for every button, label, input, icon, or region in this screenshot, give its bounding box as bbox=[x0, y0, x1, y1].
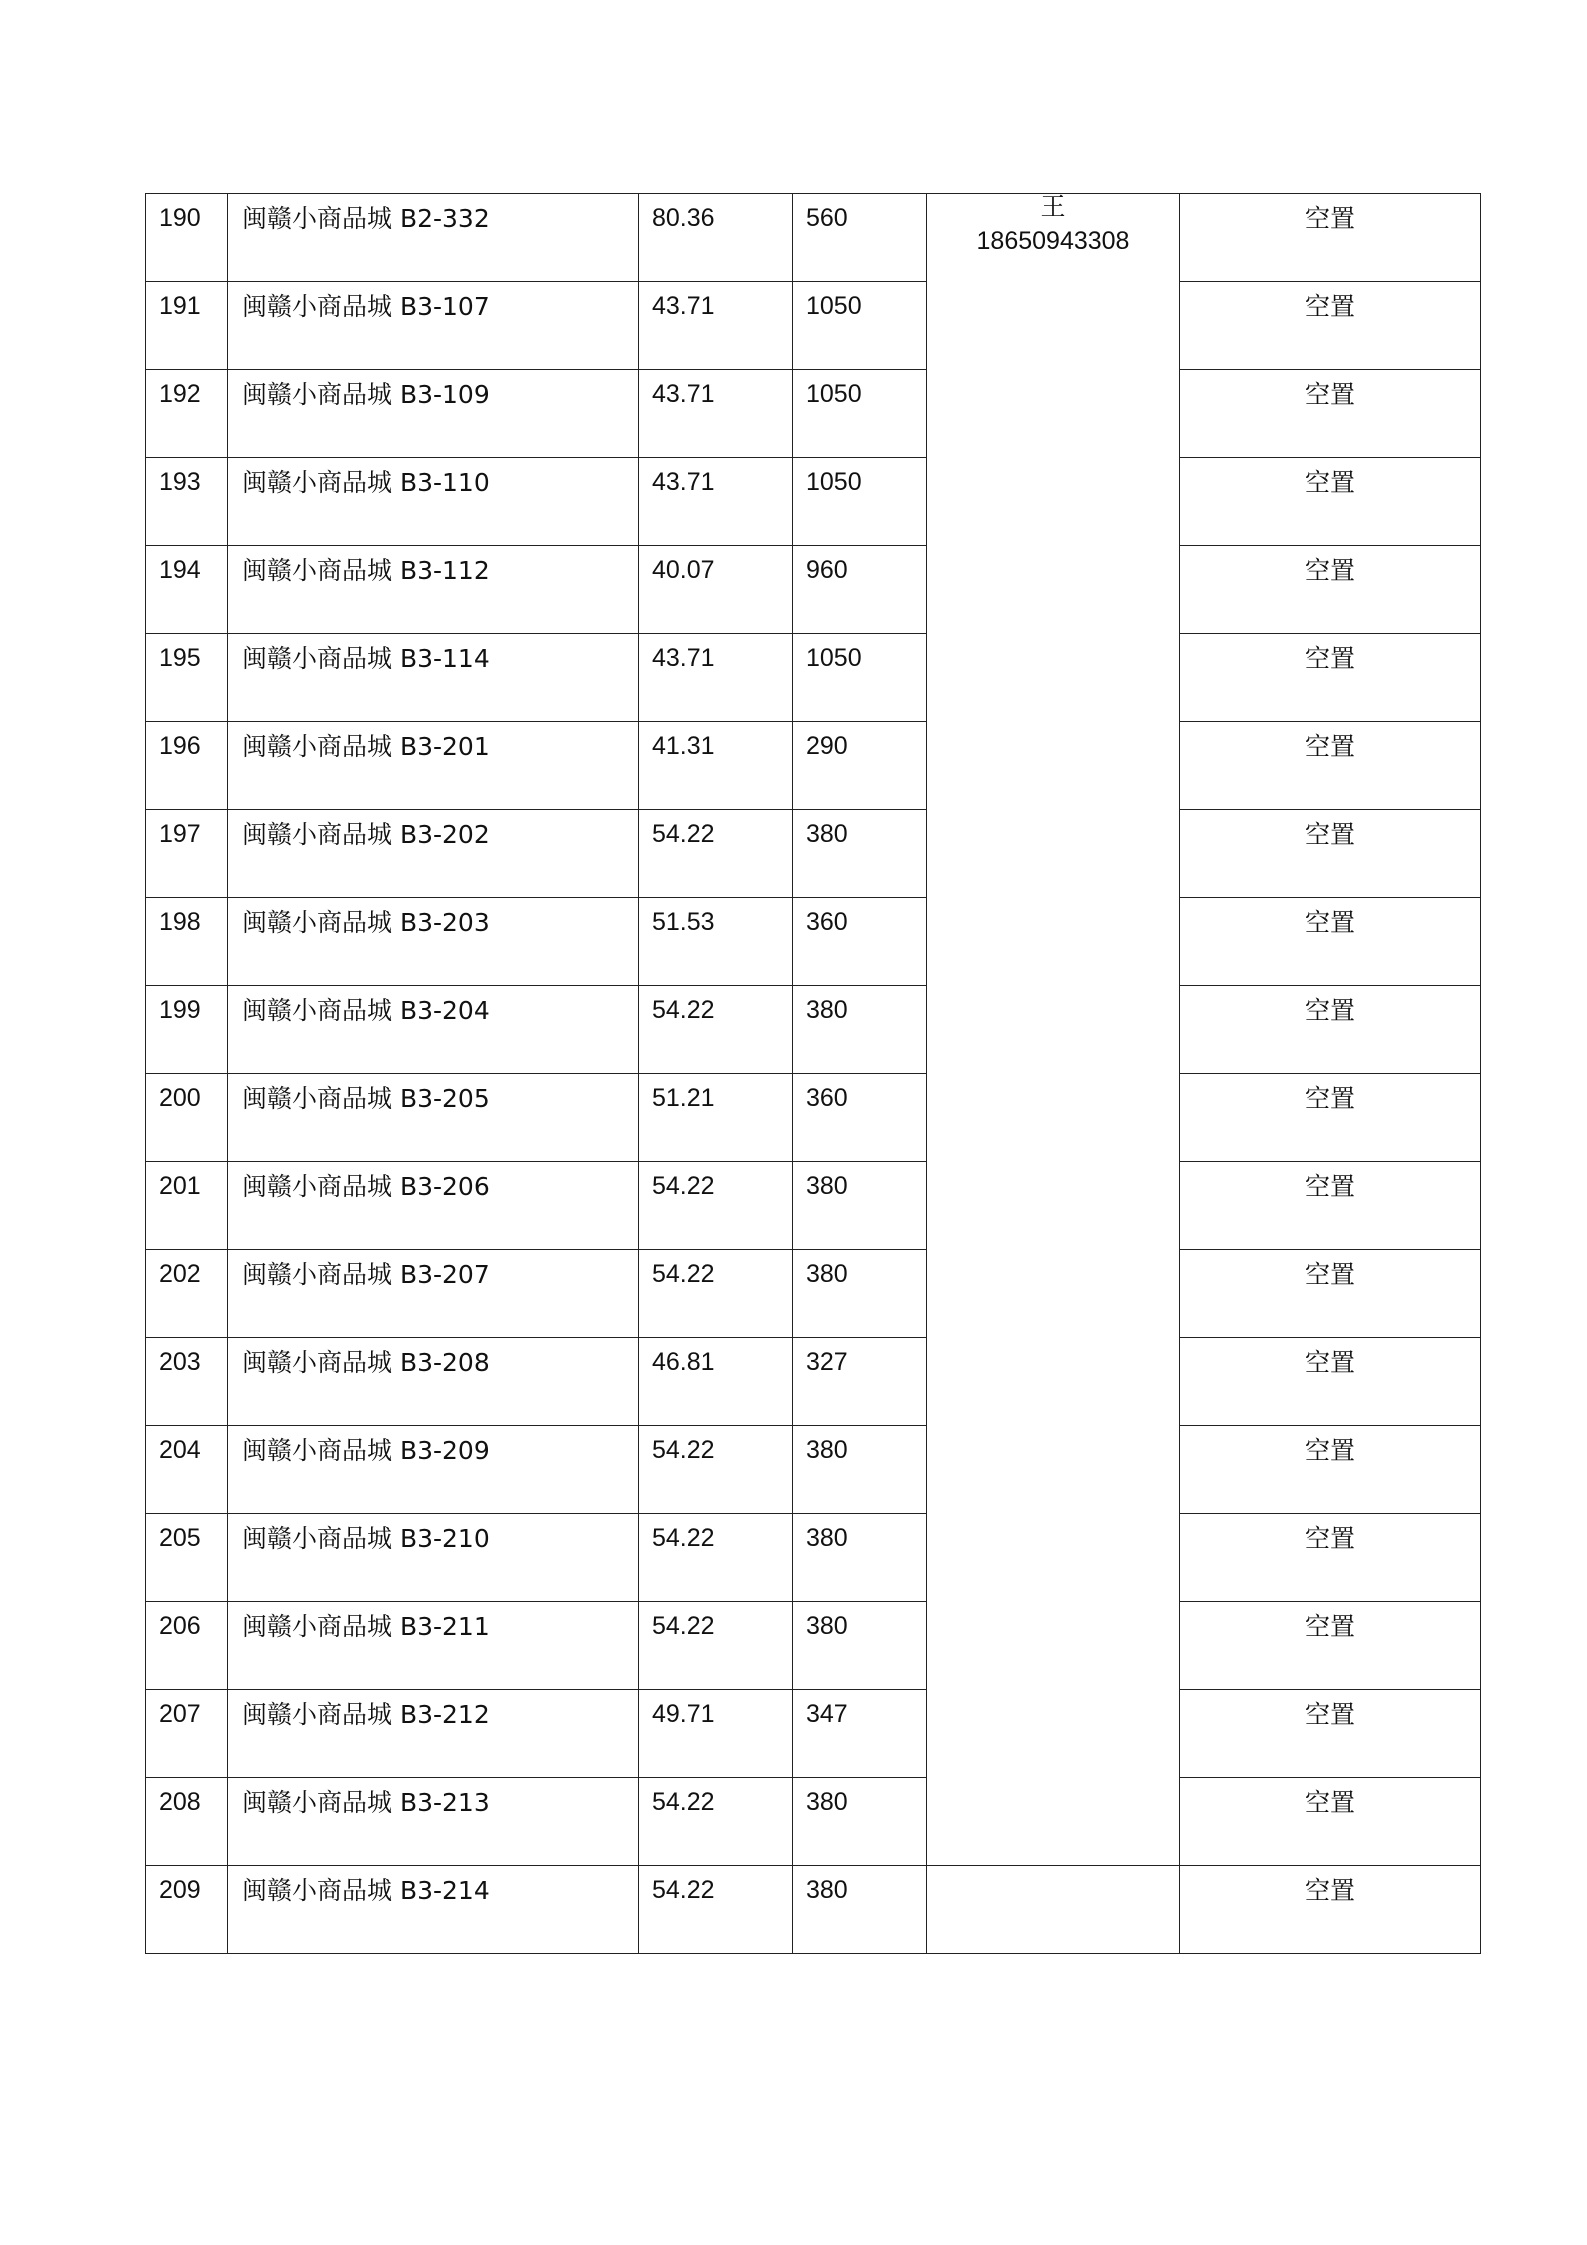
property-name: 闽赣小商品城 B3-209 bbox=[242, 1436, 490, 1465]
property-rent: 380 bbox=[806, 1260, 848, 1288]
property-area: 41.31 bbox=[652, 732, 715, 760]
property-name-cell bbox=[228, 1338, 639, 1426]
property-rent-cell bbox=[793, 898, 927, 986]
property-name: 闽赣小商品城 B3-203 bbox=[242, 908, 490, 937]
property-name: 闽赣小商品城 B3-201 bbox=[242, 732, 490, 761]
property-name: 闽赣小商品城 B3-211 bbox=[242, 1612, 490, 1641]
status-cell bbox=[1180, 898, 1481, 986]
row-number-cell bbox=[146, 1514, 228, 1602]
status-cell bbox=[1180, 634, 1481, 722]
row-number-cell bbox=[146, 634, 228, 722]
table-row bbox=[146, 1074, 1481, 1162]
property-name-cell bbox=[228, 1514, 639, 1602]
row-number-cell bbox=[146, 986, 228, 1074]
status-cell bbox=[1180, 1074, 1481, 1162]
table-row bbox=[146, 546, 1481, 634]
property-area-cell bbox=[639, 810, 793, 898]
table-row bbox=[146, 194, 1481, 282]
property-area: 54.22 bbox=[652, 1436, 715, 1464]
property-name-cell bbox=[228, 1690, 639, 1778]
property-name-cell bbox=[228, 1162, 639, 1250]
property-area-cell bbox=[639, 898, 793, 986]
property-name: 闽赣小商品城 B3-210 bbox=[242, 1524, 490, 1553]
property-area: 43.71 bbox=[652, 468, 715, 496]
property-area: 51.53 bbox=[652, 908, 715, 936]
status: 空置 bbox=[1304, 1524, 1355, 1553]
property-area-cell bbox=[639, 282, 793, 370]
row-number: 191 bbox=[159, 292, 201, 320]
row-number: 204 bbox=[159, 1436, 201, 1464]
table-row bbox=[146, 458, 1481, 546]
row-number: 196 bbox=[159, 732, 201, 760]
property-area: 54.22 bbox=[652, 1524, 715, 1552]
property-rent: 327 bbox=[806, 1348, 848, 1376]
property-name: 闽赣小商品城 B3-208 bbox=[242, 1348, 490, 1377]
table-row bbox=[146, 1514, 1481, 1602]
row-number: 208 bbox=[159, 1788, 201, 1816]
status: 空置 bbox=[1304, 292, 1355, 321]
table-row bbox=[146, 1602, 1481, 1690]
status-cell bbox=[1180, 546, 1481, 634]
row-number: 200 bbox=[159, 1084, 201, 1112]
status: 空置 bbox=[1304, 1788, 1355, 1817]
status: 空置 bbox=[1304, 1612, 1355, 1641]
row-number: 195 bbox=[159, 644, 201, 672]
property-area-cell bbox=[639, 634, 793, 722]
status-cell bbox=[1180, 1866, 1481, 1954]
property-area: 54.22 bbox=[652, 1876, 715, 1904]
property-rent-cell bbox=[793, 1162, 927, 1250]
property-name-cell bbox=[228, 898, 639, 986]
status-cell bbox=[1180, 1690, 1481, 1778]
property-area-cell bbox=[639, 1514, 793, 1602]
row-number: 192 bbox=[159, 380, 201, 408]
table-row bbox=[146, 634, 1481, 722]
status-cell bbox=[1180, 1426, 1481, 1514]
property-area-cell bbox=[639, 1602, 793, 1690]
contact-cell bbox=[927, 194, 1180, 1866]
property-rent: 1050 bbox=[806, 292, 862, 320]
property-name: 闽赣小商品城 B3-110 bbox=[242, 468, 490, 497]
property-name-cell bbox=[228, 986, 639, 1074]
property-name-cell bbox=[228, 810, 639, 898]
status: 空置 bbox=[1304, 1876, 1355, 1905]
property-rent: 380 bbox=[806, 820, 848, 848]
row-number-cell bbox=[146, 1690, 228, 1778]
property-name-cell bbox=[228, 1866, 639, 1954]
property-area: 54.22 bbox=[652, 996, 715, 1024]
row-number-cell bbox=[146, 194, 228, 282]
property-name: 闽赣小商品城 B3-205 bbox=[242, 1084, 490, 1113]
status-cell bbox=[1180, 370, 1481, 458]
property-name: 闽赣小商品城 B3-207 bbox=[242, 1260, 490, 1289]
property-rent: 380 bbox=[806, 1788, 848, 1816]
property-rent-cell bbox=[793, 194, 927, 282]
table-row bbox=[146, 282, 1481, 370]
table-row bbox=[146, 370, 1481, 458]
property-rent: 347 bbox=[806, 1700, 848, 1728]
property-area-cell bbox=[639, 546, 793, 634]
property-area: 54.22 bbox=[652, 1172, 715, 1200]
property-listing-table bbox=[145, 193, 1481, 1954]
property-area: 43.71 bbox=[652, 292, 715, 320]
property-rent-cell bbox=[793, 370, 927, 458]
property-area-cell bbox=[639, 370, 793, 458]
property-rent: 380 bbox=[806, 996, 848, 1024]
property-name-cell bbox=[228, 546, 639, 634]
property-rent-cell bbox=[793, 1250, 927, 1338]
property-rent: 1050 bbox=[806, 380, 862, 408]
property-name: 闽赣小商品城 B3-214 bbox=[242, 1876, 490, 1905]
property-area: 54.22 bbox=[652, 820, 715, 848]
table-row bbox=[146, 1866, 1481, 1954]
table-row bbox=[146, 1426, 1481, 1514]
row-number: 194 bbox=[159, 556, 201, 584]
table-row bbox=[146, 898, 1481, 986]
row-number: 199 bbox=[159, 996, 201, 1024]
status: 空置 bbox=[1304, 1348, 1355, 1377]
status-cell bbox=[1180, 1778, 1481, 1866]
property-name-cell bbox=[228, 1250, 639, 1338]
status-cell bbox=[1180, 1338, 1481, 1426]
property-name: 闽赣小商品城 B3-204 bbox=[242, 996, 490, 1025]
row-number-cell bbox=[146, 282, 228, 370]
property-area: 51.21 bbox=[652, 1084, 715, 1112]
row-number: 205 bbox=[159, 1524, 201, 1552]
property-area: 46.81 bbox=[652, 1348, 715, 1376]
property-area-cell bbox=[639, 1074, 793, 1162]
status: 空置 bbox=[1304, 380, 1355, 409]
row-number-cell bbox=[146, 810, 228, 898]
property-name: 闽赣小商品城 B3-114 bbox=[242, 644, 490, 673]
property-rent: 360 bbox=[806, 908, 848, 936]
property-area-cell bbox=[639, 458, 793, 546]
status: 空置 bbox=[1304, 204, 1355, 233]
status: 空置 bbox=[1304, 1700, 1355, 1729]
table-row bbox=[146, 1338, 1481, 1426]
status: 空置 bbox=[1304, 732, 1355, 761]
property-rent-cell bbox=[793, 458, 927, 546]
property-rent: 1050 bbox=[806, 644, 862, 672]
property-rent-cell bbox=[793, 1602, 927, 1690]
property-rent: 380 bbox=[806, 1172, 848, 1200]
property-name: 闽赣小商品城 B3-206 bbox=[242, 1172, 490, 1201]
status: 空置 bbox=[1304, 1260, 1355, 1289]
row-number: 202 bbox=[159, 1260, 201, 1288]
property-name: 闽赣小商品城 B2-332 bbox=[242, 204, 490, 233]
property-area: 40.07 bbox=[652, 556, 715, 584]
property-rent: 380 bbox=[806, 1524, 848, 1552]
property-name-cell bbox=[228, 282, 639, 370]
status-cell bbox=[1180, 1162, 1481, 1250]
table-row bbox=[146, 1250, 1481, 1338]
status-cell bbox=[1180, 1250, 1481, 1338]
property-rent-cell bbox=[793, 546, 927, 634]
property-rent: 290 bbox=[806, 732, 848, 760]
property-area: 80.36 bbox=[652, 204, 715, 232]
row-number-cell bbox=[146, 722, 228, 810]
property-rent: 380 bbox=[806, 1612, 848, 1640]
status: 空置 bbox=[1304, 1436, 1355, 1465]
row-number: 206 bbox=[159, 1612, 201, 1640]
property-name-cell bbox=[228, 1778, 639, 1866]
property-rent-cell bbox=[793, 634, 927, 722]
row-number-cell bbox=[146, 1338, 228, 1426]
status: 空置 bbox=[1304, 556, 1355, 585]
property-area-cell bbox=[639, 1866, 793, 1954]
table-row bbox=[146, 986, 1481, 1074]
row-number: 198 bbox=[159, 908, 201, 936]
property-name: 闽赣小商品城 B3-202 bbox=[242, 820, 490, 849]
property-rent-cell bbox=[793, 1690, 927, 1778]
property-name-cell bbox=[228, 722, 639, 810]
property-rent: 560 bbox=[806, 204, 848, 232]
row-number-cell bbox=[146, 898, 228, 986]
status: 空置 bbox=[1304, 820, 1355, 849]
table-row bbox=[146, 1690, 1481, 1778]
contact-cell-empty bbox=[927, 1866, 1180, 1954]
property-rent-cell bbox=[793, 1866, 927, 1954]
property-area-cell bbox=[639, 1162, 793, 1250]
property-name: 闽赣小商品城 B3-212 bbox=[242, 1700, 490, 1729]
status-cell bbox=[1180, 458, 1481, 546]
property-area-cell bbox=[639, 1690, 793, 1778]
status: 空置 bbox=[1304, 468, 1355, 497]
status-cell bbox=[1180, 1514, 1481, 1602]
row-number-cell bbox=[146, 370, 228, 458]
status-cell bbox=[1180, 722, 1481, 810]
property-name-cell bbox=[228, 194, 639, 282]
status-cell bbox=[1180, 194, 1481, 282]
property-rent-cell bbox=[793, 1778, 927, 1866]
table-row bbox=[146, 1162, 1481, 1250]
property-rent: 1050 bbox=[806, 468, 862, 496]
property-rent: 360 bbox=[806, 1084, 848, 1112]
property-name-cell bbox=[228, 458, 639, 546]
table-body bbox=[146, 194, 1481, 1954]
property-area-cell bbox=[639, 1338, 793, 1426]
row-number: 203 bbox=[159, 1348, 201, 1376]
row-number-cell bbox=[146, 458, 228, 546]
property-area-cell bbox=[639, 1778, 793, 1866]
property-rent-cell bbox=[793, 810, 927, 898]
property-rent: 960 bbox=[806, 556, 848, 584]
status-cell bbox=[1180, 1602, 1481, 1690]
property-name-cell bbox=[228, 1602, 639, 1690]
property-name-cell bbox=[228, 1074, 639, 1162]
property-rent-cell bbox=[793, 986, 927, 1074]
status-cell bbox=[1180, 282, 1481, 370]
property-rent-cell bbox=[793, 1426, 927, 1514]
row-number: 201 bbox=[159, 1172, 201, 1200]
property-name: 闽赣小商品城 B3-107 bbox=[242, 292, 490, 321]
status: 空置 bbox=[1304, 1172, 1355, 1201]
table-row bbox=[146, 810, 1481, 898]
property-area: 43.71 bbox=[652, 380, 715, 408]
property-name-cell bbox=[228, 370, 639, 458]
property-rent-cell bbox=[793, 282, 927, 370]
property-rent-cell bbox=[793, 1514, 927, 1602]
row-number: 193 bbox=[159, 468, 201, 496]
row-number-cell bbox=[146, 1426, 228, 1514]
row-number-cell bbox=[146, 1866, 228, 1954]
row-number-cell bbox=[146, 1602, 228, 1690]
property-area-cell bbox=[639, 1426, 793, 1514]
property-area-cell bbox=[639, 986, 793, 1074]
row-number: 207 bbox=[159, 1700, 201, 1728]
contact-name: 王 bbox=[1040, 192, 1066, 221]
property-rent-cell bbox=[793, 1074, 927, 1162]
property-name: 闽赣小商品城 B3-109 bbox=[242, 380, 490, 409]
property-name: 闽赣小商品城 B3-112 bbox=[242, 556, 490, 585]
property-area-cell bbox=[639, 1250, 793, 1338]
row-number: 197 bbox=[159, 820, 201, 848]
property-name-cell bbox=[228, 634, 639, 722]
property-rent: 380 bbox=[806, 1436, 848, 1464]
status: 空置 bbox=[1304, 1084, 1355, 1113]
row-number-cell bbox=[146, 1778, 228, 1866]
property-rent-cell bbox=[793, 1338, 927, 1426]
row-number-cell bbox=[146, 546, 228, 634]
status-cell bbox=[1180, 810, 1481, 898]
status: 空置 bbox=[1304, 908, 1355, 937]
property-area: 49.71 bbox=[652, 1700, 715, 1728]
row-number-cell bbox=[146, 1162, 228, 1250]
property-area: 54.22 bbox=[652, 1612, 715, 1640]
property-area: 54.22 bbox=[652, 1788, 715, 1816]
row-number-cell bbox=[146, 1250, 228, 1338]
table-row bbox=[146, 722, 1481, 810]
property-name-cell bbox=[228, 1426, 639, 1514]
row-number-cell bbox=[146, 1074, 228, 1162]
row-number: 190 bbox=[159, 204, 201, 232]
property-rent: 380 bbox=[806, 1876, 848, 1904]
status-cell bbox=[1180, 986, 1481, 1074]
property-area: 54.22 bbox=[652, 1260, 715, 1288]
property-area-cell bbox=[639, 194, 793, 282]
property-rent-cell bbox=[793, 722, 927, 810]
property-name: 闽赣小商品城 B3-213 bbox=[242, 1788, 490, 1817]
contact-phone: 18650943308 bbox=[976, 227, 1130, 255]
status: 空置 bbox=[1304, 996, 1355, 1025]
status: 空置 bbox=[1304, 644, 1355, 673]
row-number: 209 bbox=[159, 1876, 201, 1904]
property-area: 43.71 bbox=[652, 644, 715, 672]
property-area-cell bbox=[639, 722, 793, 810]
table-row bbox=[146, 1778, 1481, 1866]
